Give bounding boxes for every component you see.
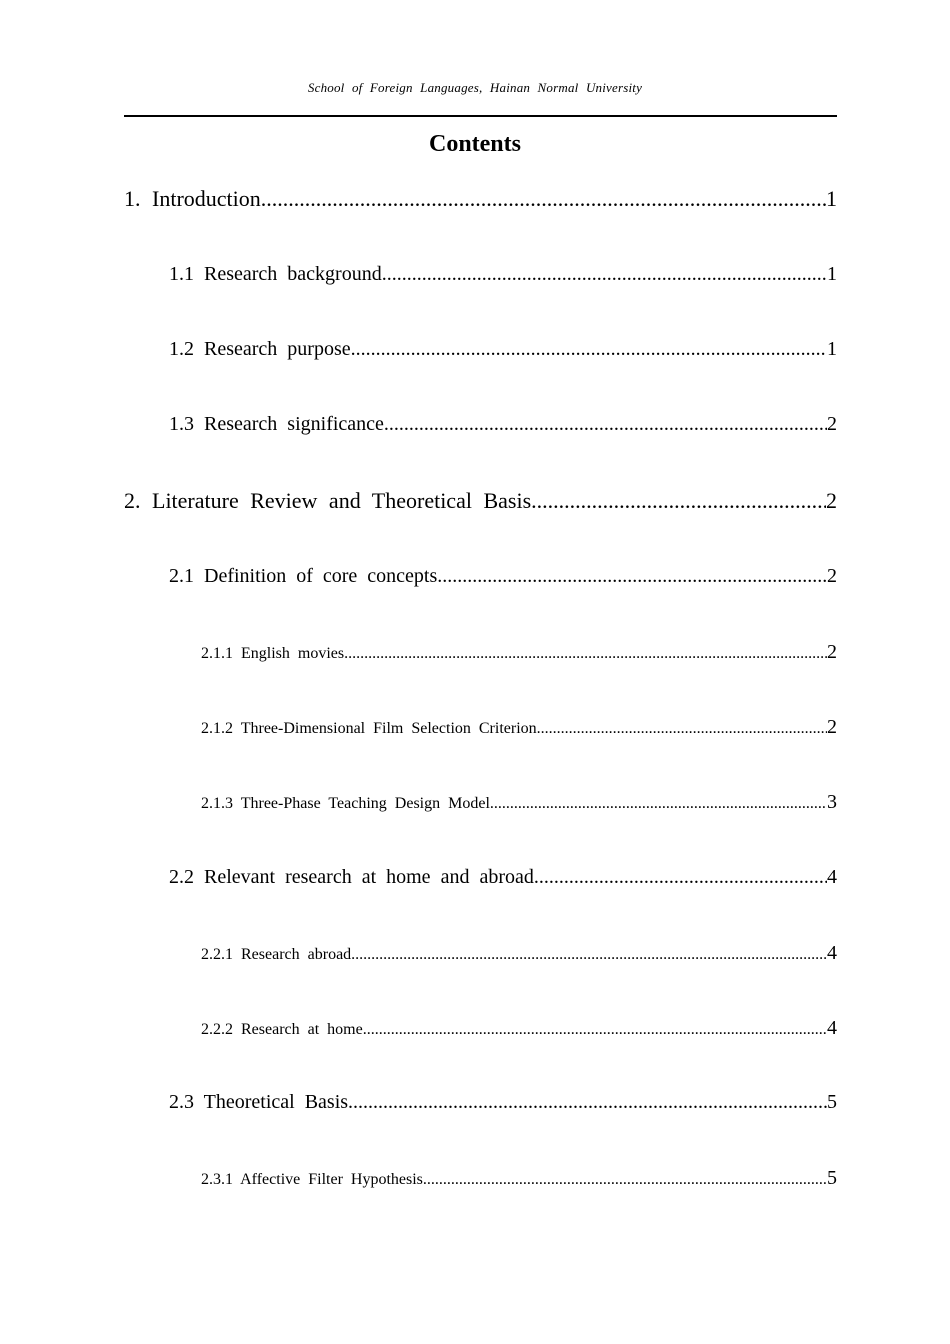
toc-entry[interactable] bbox=[201, 641, 837, 664]
toc-entry-page: 2 bbox=[827, 641, 837, 663]
toc-entry-page: 5 bbox=[827, 1167, 837, 1189]
toc-entry-label: 1.3 Research significance bbox=[169, 413, 384, 435]
toc-entry-page: 5 bbox=[827, 1091, 837, 1113]
toc-entry-label: 2.1.1 English movies bbox=[201, 645, 345, 662]
toc-entry[interactable] bbox=[169, 263, 837, 286]
toc-entry-label: 2.2.2 Research at home bbox=[201, 1021, 363, 1038]
running-header: School of Foreign Languages, Hainan Normal University bbox=[307, 80, 643, 95]
toc-entry[interactable] bbox=[169, 1091, 837, 1114]
toc-entry[interactable] bbox=[201, 1017, 837, 1040]
toc-entry-page: 3 bbox=[827, 791, 837, 813]
toc-entry-label: 2.1.3 Three-Phase Teaching Design Model bbox=[201, 795, 490, 812]
toc-entry-label: 2.1.2 Three-Dimensional Film Selection Criterion bbox=[201, 720, 537, 737]
toc-leader bbox=[384, 413, 827, 436]
toc-entry-page: 1 bbox=[826, 186, 837, 211]
toc-entry-page: 1 bbox=[827, 338, 837, 360]
toc-entry-label: 2.2.1 Research abroad bbox=[201, 946, 352, 963]
toc-entry-label: 1. Introduction bbox=[124, 186, 261, 211]
toc-entry-label: 2.1 Definition of core concepts bbox=[169, 565, 438, 587]
toc-leader bbox=[344, 645, 827, 663]
toc-leader bbox=[490, 795, 827, 813]
toc-entry[interactable] bbox=[169, 866, 837, 889]
page-title: Contents bbox=[428, 131, 521, 157]
toc-leader bbox=[531, 488, 826, 514]
toc-leader bbox=[382, 263, 827, 286]
toc-leader bbox=[261, 186, 826, 212]
toc-entry-label: 1.1 Research background bbox=[169, 263, 382, 285]
toc-leader bbox=[534, 866, 827, 889]
toc-entry[interactable] bbox=[201, 942, 837, 965]
toc-entry-page: 2 bbox=[826, 488, 837, 513]
toc-entry-page: 1 bbox=[827, 263, 837, 285]
toc-entry[interactable] bbox=[201, 716, 837, 739]
toc-entry[interactable] bbox=[124, 488, 837, 514]
toc-entry[interactable] bbox=[201, 1167, 837, 1190]
toc-entry[interactable] bbox=[169, 338, 837, 361]
toc-entry[interactable] bbox=[169, 413, 837, 436]
toc-entry[interactable] bbox=[124, 186, 837, 212]
toc-entry-page: 2 bbox=[827, 716, 837, 738]
header-rule bbox=[124, 115, 837, 117]
toc-entry-label: 2. Literature Review and Theoretical Basis bbox=[124, 488, 532, 513]
toc-entry-label: 2.2 Relevant research at home and abroad bbox=[169, 866, 534, 888]
toc-leader bbox=[363, 1021, 827, 1039]
toc-entry-page: 2 bbox=[827, 413, 837, 435]
toc-leader bbox=[348, 1091, 827, 1114]
toc-leader bbox=[423, 1171, 827, 1189]
toc-entry-page: 2 bbox=[827, 565, 837, 587]
toc-entry[interactable] bbox=[201, 791, 837, 814]
toc-entry-page: 4 bbox=[827, 866, 837, 888]
toc-leader bbox=[351, 338, 827, 361]
toc-entry-page: 4 bbox=[827, 1017, 837, 1039]
toc-leader bbox=[351, 946, 827, 964]
toc-entry-label: 1.2 Research purpose bbox=[169, 338, 351, 360]
toc-entry-label: 2.3.1 Affective Filter Hypothesis bbox=[201, 1171, 423, 1188]
toc-leader bbox=[537, 720, 827, 738]
toc-entry-label: 2.3 Theoretical Basis bbox=[169, 1091, 349, 1113]
toc-entry-page: 4 bbox=[827, 942, 837, 964]
toc-leader bbox=[437, 565, 827, 588]
toc-entry[interactable] bbox=[169, 565, 837, 588]
